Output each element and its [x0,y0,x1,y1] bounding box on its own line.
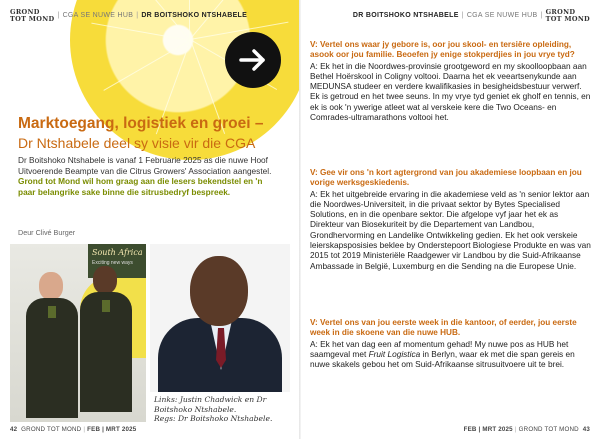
arrow-right-icon [236,43,270,77]
question: V: Vertel ons van jou eerste week in die kantoor, of eerder, jou eerste week in die skoene van die nuwe HUB. [310,318,577,338]
section-label: CGA SE NUWE HUB [62,12,134,19]
next-arrow-button[interactable] [225,32,281,88]
header-name: DR BOITSHOKO NTSHABELE [141,12,248,19]
article-intro [18,155,280,197]
left-folio: 42 GROND TOT MOND | FEB | MRT 2025 [10,426,137,433]
portrait-photo [150,244,290,392]
answer: A: Ek het in die Noordwes-provinsie grootgeword en my skoolloopbaan aan Bethel Hoërskool in Coligny voltooi. Daarna het ek veeartsenykunde aan MEDUNSA studeer en verdere kwalifikasies in besigheidsbestuur verwerf. Ek is getroud en het twee seuns. In my vrye tyd geniet ek gholf en tennis, en ek is ook 'n ywerige atleet wat al verskeie kere die Two Oceans- en Comrades-ultramarathons voltooi het. [310,60,591,123]
photo-two-men [10,244,146,422]
intro-bold-text: Grond tot Mond wil hom graag aan die lesers bekendstel en 'n paar belangrike sake binne die sitrusbedryf bespreek. [18,176,263,197]
left-running-header: GROND TOT MOND | CGA SE NUWE HUB | DR BOITSHOKO NTSHABELE [10,8,248,23]
person-right [80,266,132,422]
header-name: DR BOITSHOKO NTSHABELE [352,12,459,19]
right-folio: FEB | MRT 2025 | GROND TOT MOND 43 [463,426,590,433]
article-subtitle: Dr Ntshabele deel sy visie vir die CGA [18,135,256,151]
grond-tot-mond-logo: GROND TOT MOND [10,8,55,23]
intro-text: Dr Boitshoko Ntshabele is vanaf 1 Februarie 2025 as die nuwe Hoof Uitvoerende Beampte van die Citrus Growers' Association aangestel. [18,155,272,176]
right-page [300,0,600,439]
banner-text: South Africa [92,248,143,257]
right-running-header: DR BOITSHOKO NTSHABELE | CGA SE NUWE HUB | GROND TOT MOND [352,8,590,23]
byline: Deur Clivé Burger [18,228,76,237]
question: V: Vertel ons waar jy gebore is, oor jou skool- en tersiêre opleiding, asook oor jou familie. Beoefen jy enige stokperdjies in jou vrye tyd? [310,40,575,60]
photo-caption: Links: Justin Chadwick en Dr Boitshoko Ntshabele. Regs: Dr Boitshoko Ntshabele. [154,395,273,423]
answer: A: Ek het van dag een af momentum gehad! My nuwe pos as HUB het saamgeval met Fruit Logistica in Berlyn, waar ek met die span gereis en nuwe skakels gebou het om Suid-Afrikaanse sitrusuitvoere uit te brei. [310,338,575,370]
qa-block-2 [310,168,592,271]
section-label: CGA SE NUWE HUB [466,12,538,19]
grond-tot-mond-logo: GROND TOT MOND [545,8,590,23]
answer: A: Ek het uitgebreide ervaring in die akademiese veld as 'n senior lektor aan die Noordwes-Universiteit, in die privaat sektor by Bytes Specialised Solutions, en in die openbare sektor. Die afgelope vyf jaar het ek as Direkteur van Biosekuriteit by die Departement van Landbou, Grondhervorming en Landelike Ontwikkeling gedien. Ek het ook verskeie leierskapsposisies beklee by Onderstepoort Biologiese Produkte en was van 2015 tot 2019 Ministeriële Raadgewer vir Landbou by die Suid-Afrikaanse Ambassade in België, Luxemburg en die Sending na die Europese Unie. [310,188,591,271]
article-title: Marktoegang, logistiek en groei – [18,115,264,132]
person-left [26,272,78,422]
qa-block-3 [310,318,592,369]
banner-subtext: Exciting new ways [92,260,133,266]
qa-block-1 [310,40,592,122]
question: V: Gee vir ons 'n kort agtergrond van jou akademiese loopbaan en jou vorige werksgeskiedenis. [310,168,582,188]
